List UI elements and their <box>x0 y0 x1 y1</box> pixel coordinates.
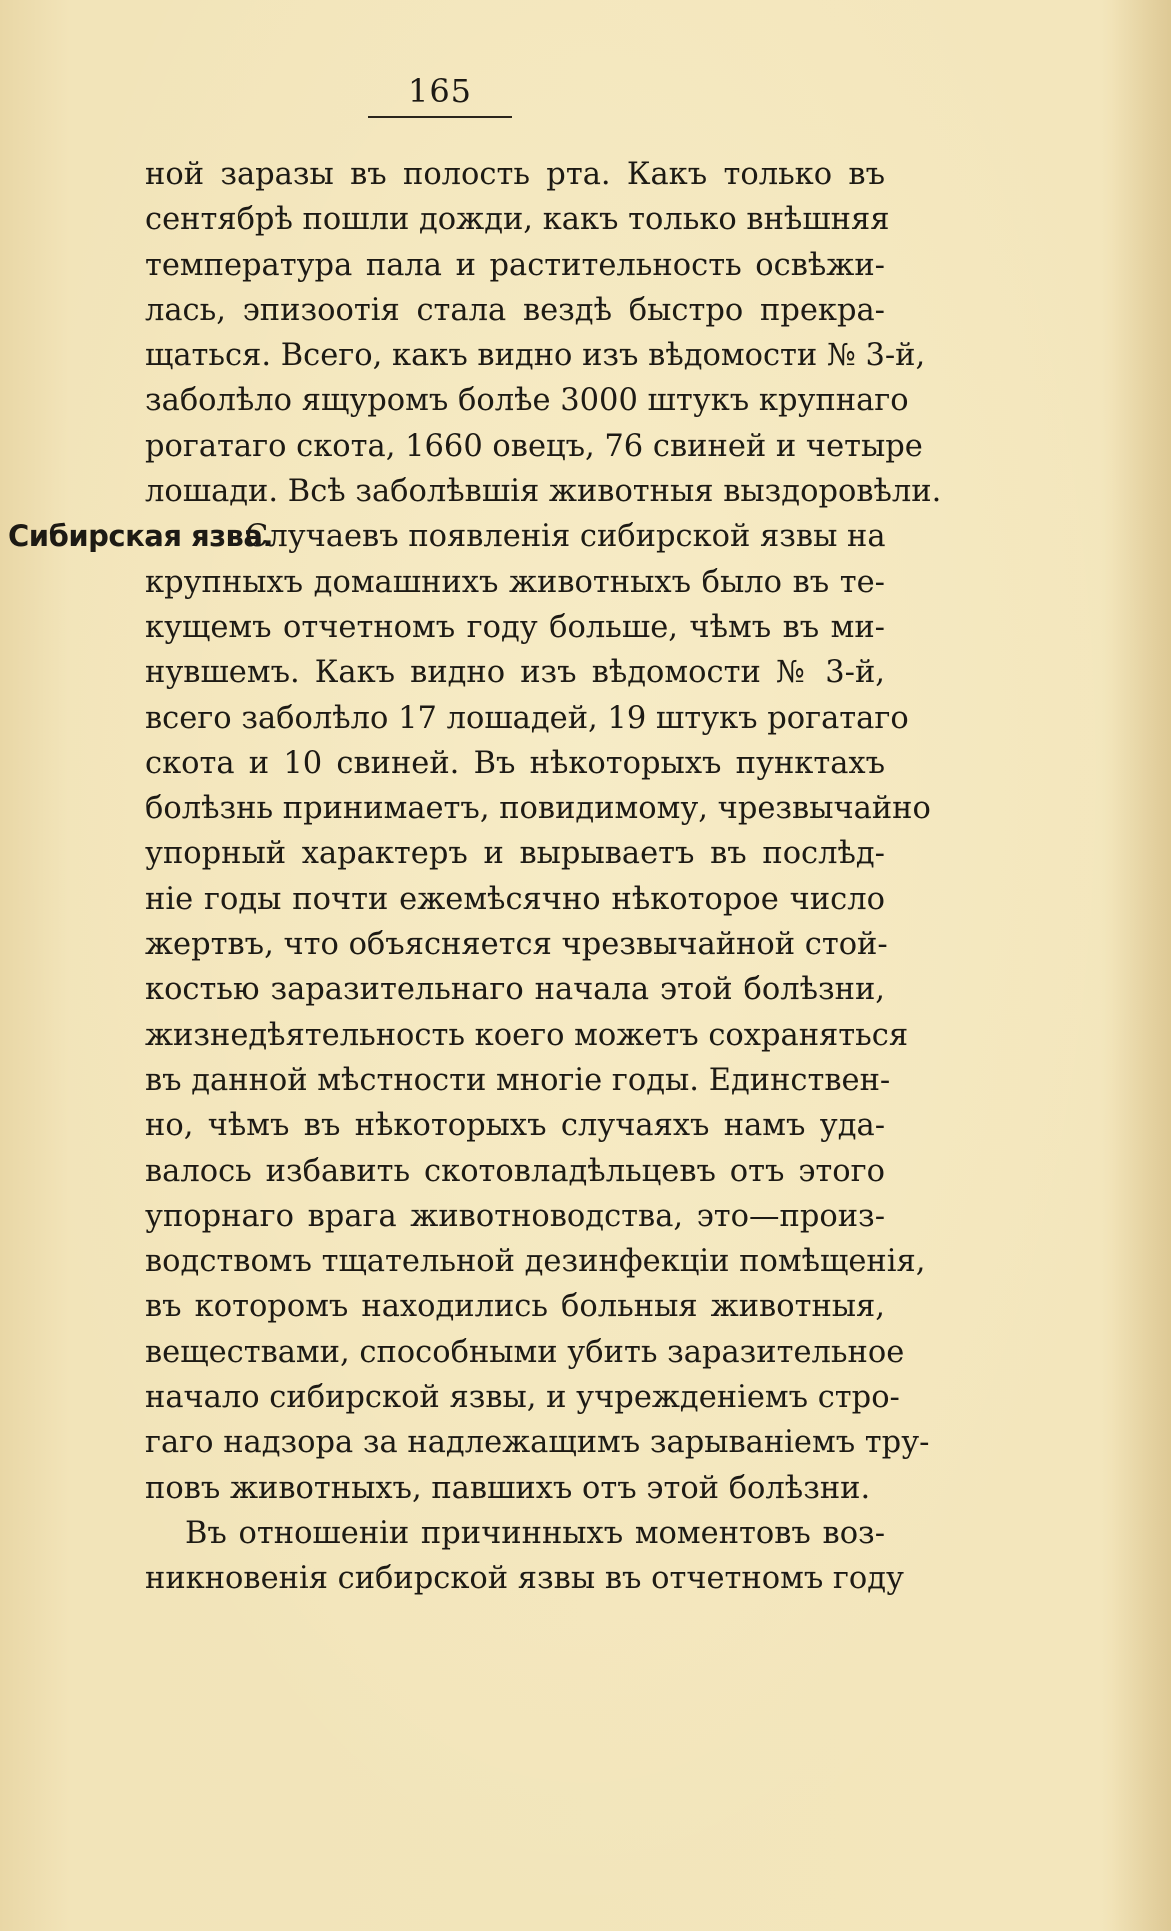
body-text <box>8 152 942 1602</box>
text-line: упорный характеръ и вырываетъ въ послѣд- <box>145 836 885 872</box>
text-line: но, чѣмъ въ нѣкоторыхъ случаяхъ намъ уда- <box>145 1108 885 1144</box>
text-line: щаться. Всего, какъ видно изъ вѣдомости № 3-й, <box>145 338 926 374</box>
text-line: лошади. Всѣ заболѣвшія животныя выздоровѣли. <box>145 474 942 510</box>
text-line: ніе годы почти ежемѣсячно нѣкоторое число <box>145 881 885 917</box>
paragraph-anthrax <box>145 560 931 1511</box>
text-line: крупныхъ домашнихъ животныхъ было въ те- <box>145 564 885 600</box>
section-heading-anthrax: Сибирская язва. <box>8 519 273 554</box>
page-edge-shadow <box>1111 0 1171 1931</box>
paragraph-foot-and-mouth <box>145 152 942 514</box>
header-rule <box>368 116 512 118</box>
text-line: болѣзнь принимаетъ, повидимому, чрезвычайно <box>145 791 931 827</box>
causes-first-line: Въ отношеніи причинныхъ моментовъ воз- <box>185 1515 885 1551</box>
text-line: упорнаго врага животноводства, это—произ- <box>145 1198 885 1234</box>
anthrax-first-line: Случаевъ появленія сибирской язвы на <box>245 519 886 555</box>
text-line: жизнедѣятельность коего можетъ сохраняться <box>145 1017 909 1053</box>
text-line: жертвъ, что объясняется чрезвычайной стой- <box>145 927 888 963</box>
text-line: начало сибирской язвы, и учрежденіемъ стро- <box>145 1380 900 1416</box>
text-line: никновенія сибирской язвы въ отчетномъ году <box>145 1561 905 1597</box>
text-line: нувшемъ. Какъ видно изъ вѣдомости № 3-й, <box>145 655 885 691</box>
text-line: гаго надзора за надлежащимъ зарываніемъ тру- <box>145 1425 930 1461</box>
text-line: скота и 10 свиней. Въ нѣкоторыхъ пунктахъ <box>145 745 885 781</box>
text-line: заболѣло ящуромъ болѣе 3000 штукъ крупнаго <box>145 383 909 419</box>
text-line: сентябрѣ пошли дожди, какъ только внѣшняя <box>145 202 890 238</box>
text-line: костью заразительнаго начала этой болѣзни, <box>145 972 885 1008</box>
text-line: въ которомъ находились больныя животныя, <box>145 1289 885 1325</box>
text-line: повъ животныхъ, павшихъ отъ этой болѣзни. <box>145 1470 871 1506</box>
anthrax-heading-line <box>8 514 886 559</box>
text-line: ной заразы въ полость рта. Какъ только въ <box>145 157 885 192</box>
text-line: всего заболѣло 17 лошадей, 19 штукъ рогатаго <box>145 700 909 736</box>
text-line: въ данной мѣстности многіе годы. Единствен- <box>145 1062 891 1098</box>
text-line: кущемъ отчетномъ году больше, чѣмъ въ ми- <box>145 609 885 645</box>
text-line: температура пала и растительность освѣжи- <box>145 247 885 283</box>
text-line: рогатаго скота, 1660 овецъ, 76 свиней и четыре <box>145 428 923 464</box>
text-line: лась, эпизоотія стала вездѣ быстро прекра- <box>145 292 885 328</box>
paragraph-causes <box>145 1556 905 1601</box>
text-line: веществами, способными убить заразительное <box>145 1334 905 1370</box>
text-line: водствомъ тщательной дезинфекціи помѣщенія, <box>145 1244 926 1280</box>
page-number: 165 <box>407 72 473 110</box>
text-line: валось избавить скотовладѣльцевъ отъ этого <box>145 1153 885 1189</box>
